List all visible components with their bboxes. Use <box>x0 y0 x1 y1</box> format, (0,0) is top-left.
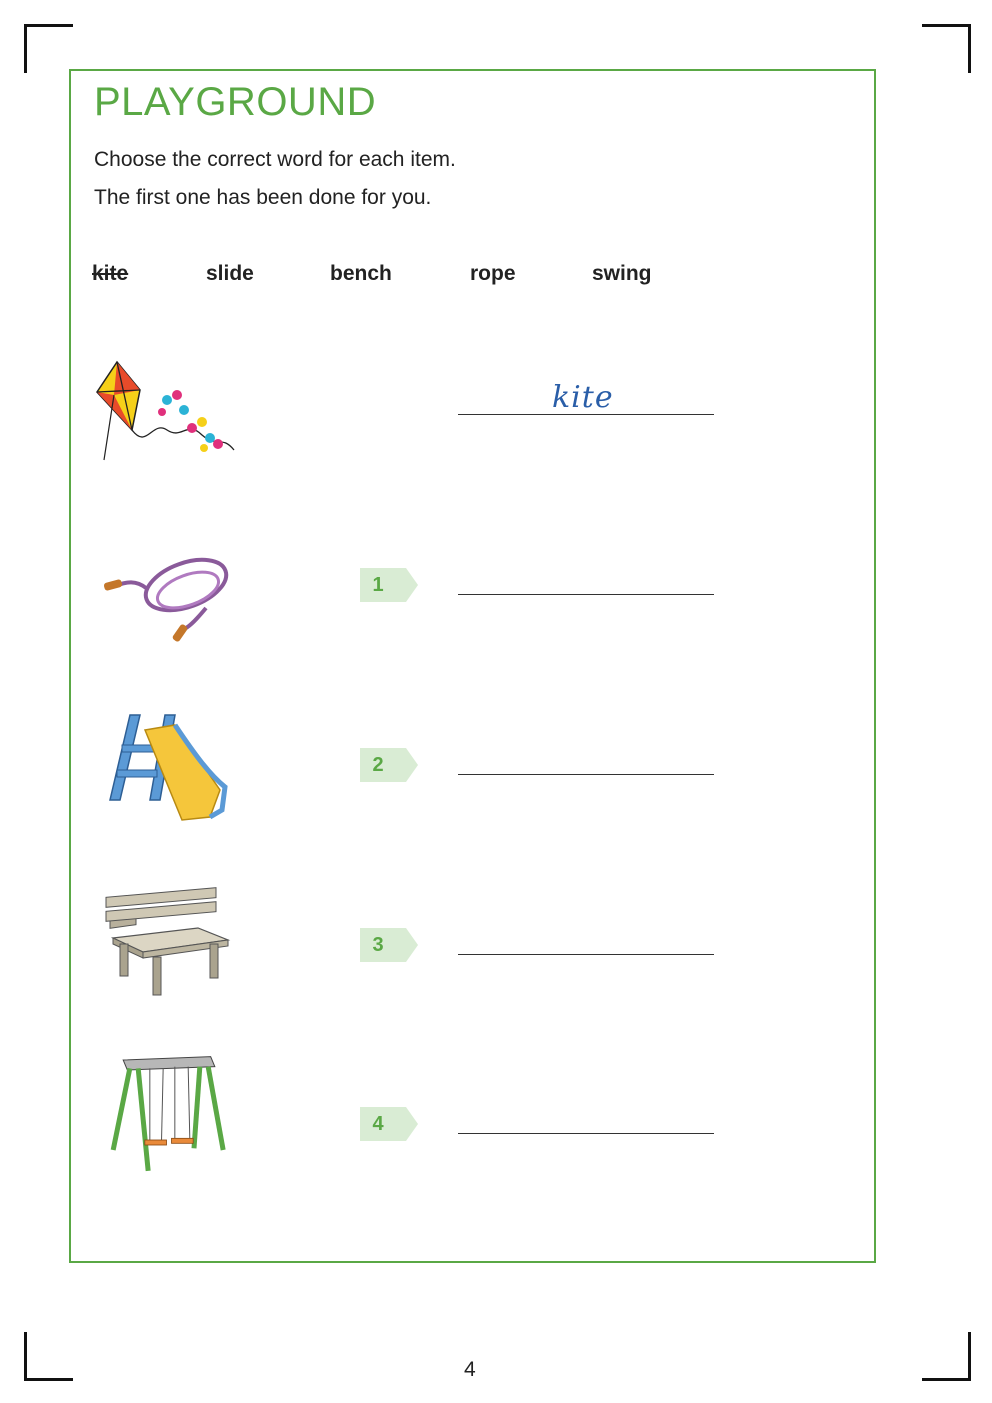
word-bank-rope: rope <box>470 262 516 285</box>
crop-mark-bottom-right <box>922 1332 971 1381</box>
answer-line-1[interactable] <box>458 594 714 595</box>
jump-rope-icon <box>96 530 246 655</box>
instruction-line-1: Choose the correct word for each item. <box>94 148 456 171</box>
bench-icon <box>98 880 248 1005</box>
word-bank-bench: bench <box>330 262 392 285</box>
answer-line-4[interactable] <box>458 1133 714 1134</box>
item-number-badge-4: 4 <box>360 1107 420 1141</box>
answer-line-2[interactable] <box>458 774 714 775</box>
example-answer: kite <box>552 380 614 415</box>
crop-mark-top-left <box>24 24 73 73</box>
kite-icon <box>92 350 242 475</box>
crop-mark-bottom-left <box>24 1332 73 1381</box>
item-number-badge-2: 2 <box>360 748 420 782</box>
item-number-badge-3: 3 <box>360 928 420 962</box>
page-title: PLAYGROUND <box>94 80 377 124</box>
instruction-line-2: The first one has been done for you. <box>94 186 432 209</box>
slide-icon <box>100 705 250 830</box>
word-bank-slide: slide <box>206 262 254 285</box>
crop-mark-top-right <box>922 24 971 73</box>
word-bank-kite: kite <box>92 262 129 285</box>
page-number: 4 <box>464 1358 476 1381</box>
word-bank-swing: swing <box>592 262 652 285</box>
item-number-badge-1: 1 <box>360 568 420 602</box>
answer-line-3[interactable] <box>458 954 714 955</box>
swing-icon <box>94 1050 244 1175</box>
